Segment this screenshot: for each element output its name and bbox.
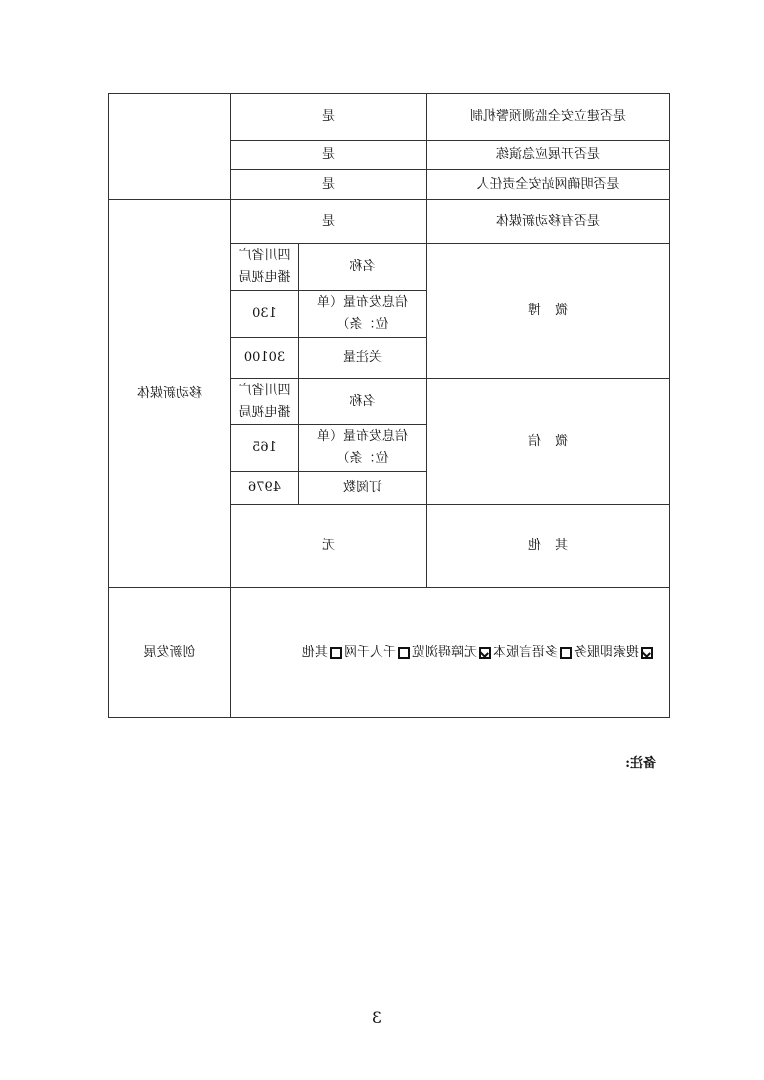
other-media-label-cell [426, 504, 670, 588]
security-warning-value: 是 [322, 109, 336, 124]
wechat-posts-label-cell [298, 424, 427, 472]
has-mobile-value-cell [230, 199, 427, 244]
other-media-value-cell [230, 504, 427, 588]
wechat-subs-value: 4976 [247, 480, 282, 495]
mobile-section-label: 移动新媒体 [137, 385, 203, 401]
weibo-name-label-cell [298, 243, 427, 291]
security-warning-label: 是否建立安全监测预警机制 [470, 109, 627, 124]
wechat-subs-value-cell [230, 471, 299, 505]
emergency-drill-label-cell [426, 140, 670, 170]
wechat-subs-label-cell [298, 471, 427, 505]
mobile-section-cell [108, 199, 231, 588]
wechat-label-cell [426, 378, 670, 505]
security-warning-label-cell [426, 93, 670, 141]
wechat-posts-value-cell [230, 424, 299, 472]
weibo-posts-label: 信息发布量（单位：条） [317, 295, 409, 332]
responsible-person-label: 是否明确网站安全责任人 [476, 176, 620, 192]
option-label-1: 多语言版本 [492, 644, 558, 660]
has-mobile-value: 是 [322, 213, 336, 229]
weibo-name-value: 四川省广播电视局 [238, 248, 291, 285]
responsible-person-value: 是 [322, 176, 336, 192]
weibo-label: 微 博 [527, 303, 569, 318]
emergency-drill-value-cell [230, 140, 427, 170]
remarks-label: 备注: [625, 756, 656, 771]
weibo-posts-value-cell [230, 290, 299, 338]
wechat-name-value-cell [230, 378, 299, 425]
wechat-label: 微 信 [527, 433, 569, 449]
weibo-followers-label: 关注量 [343, 350, 383, 365]
option-checkbox-4[interactable] [330, 647, 342, 659]
emergency-drill-value: 是 [322, 147, 336, 162]
weibo-posts-value: 130 [252, 306, 277, 321]
emergency-drill-label: 是否开展应急演练 [496, 147, 601, 162]
weibo-name-value-cell [230, 243, 299, 291]
wechat-posts-label: 信息发布量（单位：条） [317, 429, 409, 466]
innovation-options-cell [230, 587, 670, 718]
has-mobile-label-cell [426, 199, 670, 244]
wechat-name-label-cell [298, 378, 427, 425]
weibo-label-cell [426, 243, 670, 379]
weibo-followers-value: 30100 [243, 350, 286, 365]
innovation-options [302, 642, 655, 664]
wechat-name-label: 名称 [349, 393, 376, 409]
weibo-posts-label-cell [298, 290, 427, 338]
option-checkbox-3[interactable] [398, 647, 410, 659]
has-mobile-label: 是否有移动新媒体 [496, 213, 601, 229]
option-label-2: 无障碍浏览 [411, 644, 477, 660]
wechat-posts-value: 165 [252, 440, 277, 455]
responsible-person-label-cell [426, 169, 670, 200]
wechat-subs-label: 订阅数 [343, 480, 383, 495]
innovation-section-label: 创新发展 [143, 644, 196, 660]
option-label-3: 千人千网 [343, 644, 396, 660]
weibo-followers-label-cell [298, 337, 427, 379]
option-label-4: 其他 [301, 644, 328, 660]
other-media-label: 其 他 [527, 538, 569, 553]
option-checkbox-2[interactable] [479, 647, 491, 659]
option-label-0: 搜索即服务 [573, 644, 639, 660]
innovation-section-cell [108, 587, 231, 718]
responsible-person-value-cell [230, 169, 427, 200]
page-number: 3 [371, 1008, 382, 1027]
other-media-value: 无 [322, 538, 336, 553]
option-checkbox-1[interactable] [560, 647, 572, 659]
option-checkbox-0[interactable] [641, 647, 653, 659]
wechat-name-value: 四川省广播电视局 [238, 382, 291, 420]
weibo-followers-value-cell [230, 337, 299, 379]
weibo-name-label: 名称 [349, 259, 376, 274]
security-section-cell [108, 93, 231, 200]
security-warning-value-cell [230, 93, 427, 141]
